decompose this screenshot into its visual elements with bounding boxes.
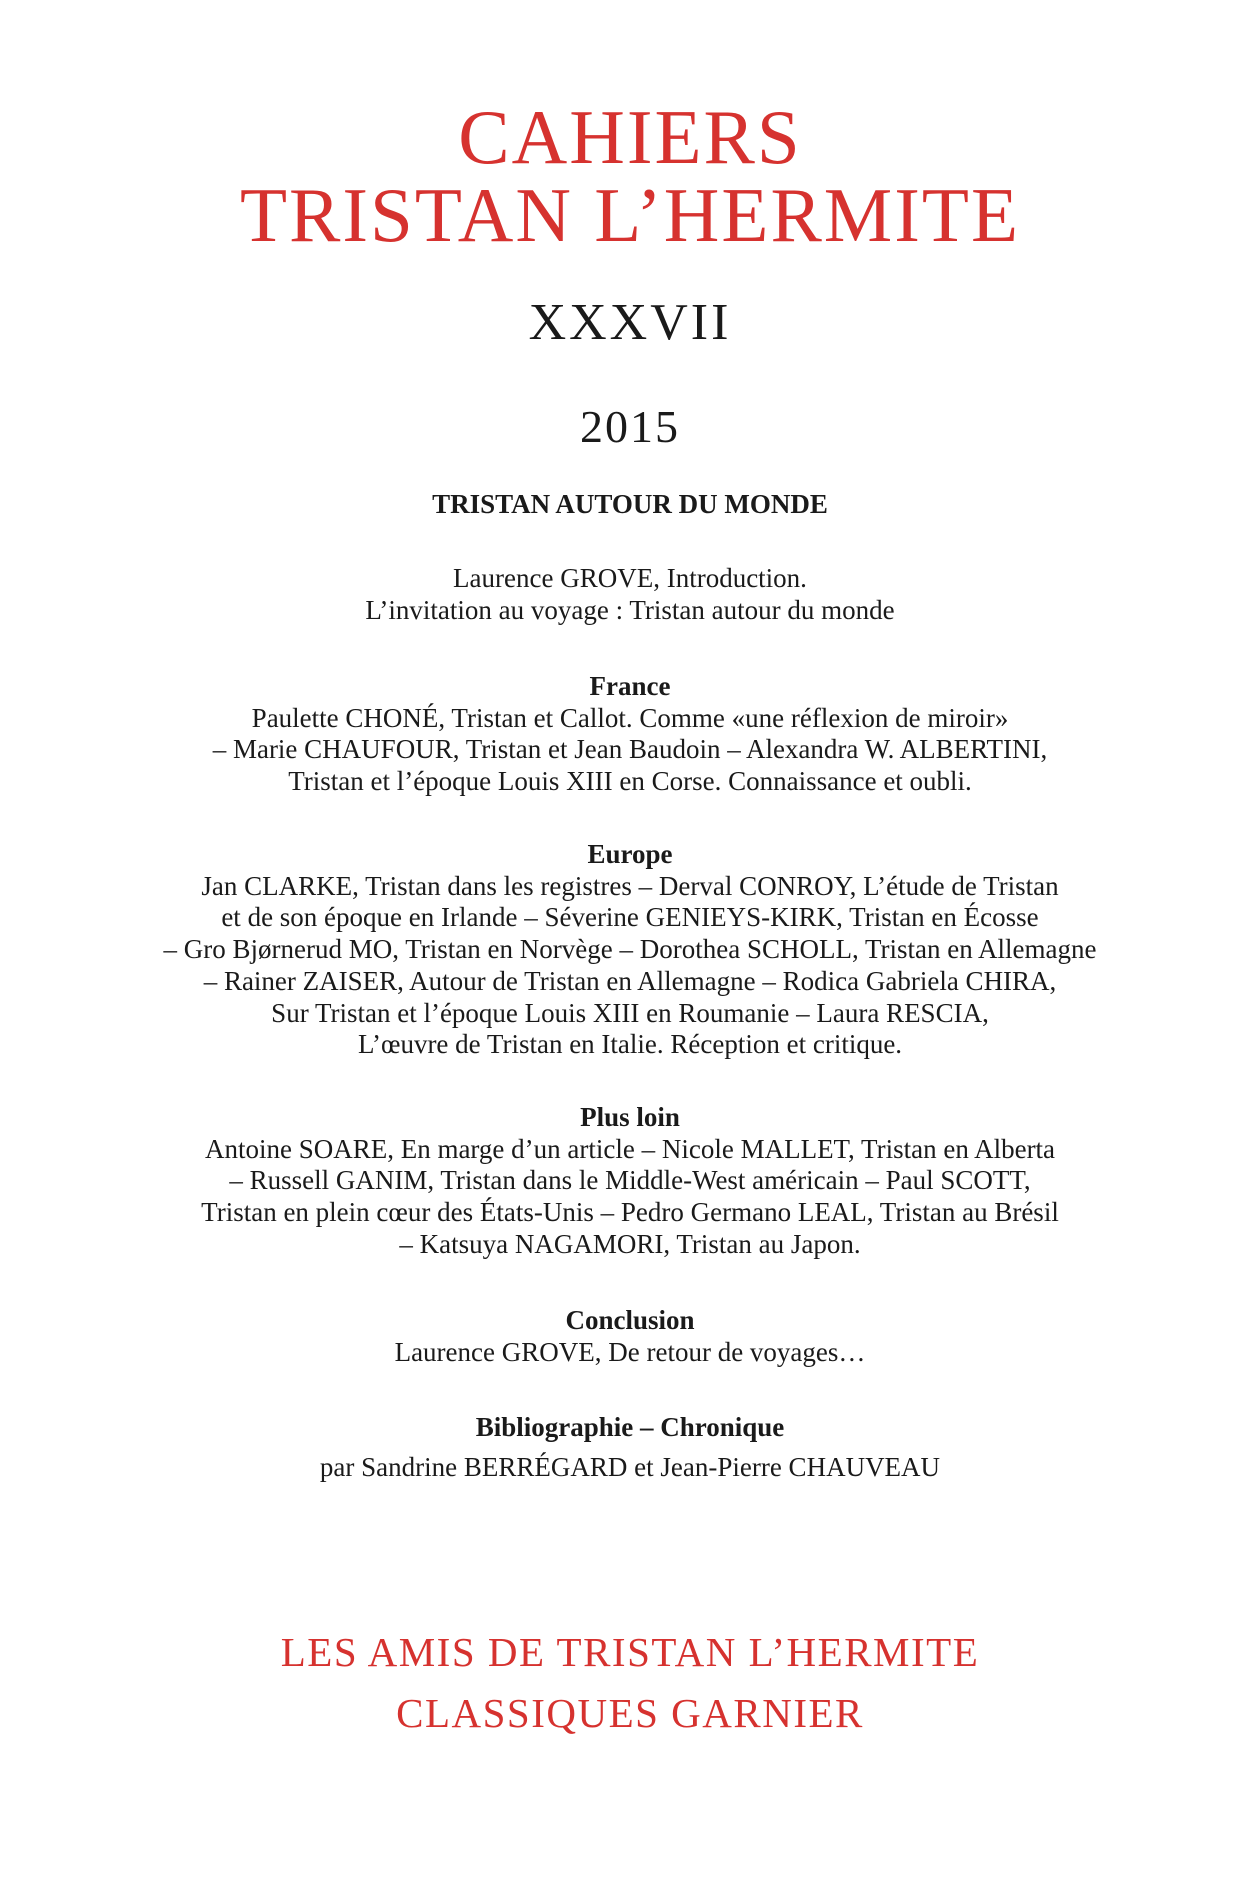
contents-line: Antoine SOARE, En marge d’un article – Nicole MALLET, Tristan en Alberta — [204, 1133, 1056, 1164]
contents-line: – Gro Bjørnerud MO, Tristan en Norvège – Dorothea SCHOLL, Tristan en Allemagne — [163, 934, 1097, 965]
volume-number: XXXVII — [528, 294, 732, 351]
publisher-line-2: CLASSIQUES GARNIER — [396, 1690, 864, 1736]
contents-line: L’œuvre de Tristan en Italie. Réception et critique. — [357, 1029, 903, 1060]
section-europe — [0, 839, 1260, 1061]
contents-line: Laurence GROVE, De retour de voyages… — [394, 1336, 866, 1367]
contents-line: par Sandrine BERRÉGARD et Jean-Pierre CHAUVEAU — [319, 1451, 941, 1482]
section-france — [0, 671, 1260, 798]
contents-line: – Marie CHAUFOUR, Tristan et Jean Baudoin – Alexandra W. ALBERTINI, — [212, 734, 1048, 765]
section-bibliographie — [0, 1412, 1260, 1483]
intro-line: L’invitation au voyage : Tristan autour du monde — [365, 595, 895, 625]
intro-line: Laurence GROVE, Introduction. — [453, 563, 807, 593]
section-heading: Plus loin — [580, 1102, 680, 1132]
contents-line: et de son époque en Irlande – Séverine GENIEYS-KIRK, Tristan en Écosse — [221, 902, 1039, 933]
contents-line: – Katsuya NAGAMORI, Tristan au Japon. — [399, 1228, 861, 1259]
journal-title — [0, 94, 1260, 258]
issue-theme: TRISTAN AUTOUR DU MONDE — [432, 489, 828, 519]
section-heading: France — [589, 671, 671, 701]
publisher-line-1: LES AMIS DE TRISTAN L’HERMITE — [280, 1629, 980, 1675]
journal-title-line-1: CAHIERS — [458, 94, 802, 180]
section-heading: Conclusion — [565, 1305, 695, 1335]
contents-line: – Russell GANIM, Tristan dans le Middle-West américain – Paul SCOTT, — [229, 1165, 1031, 1196]
contents-line: Tristan et l’époque Louis XIII en Corse. Connaissance et oubli. — [288, 766, 972, 797]
publisher-block — [0, 1622, 1260, 1744]
introduction-entry — [0, 562, 1260, 626]
contents-line: Jan CLARKE, Tristan dans les registres – Derval CONROY, L’étude de Tristan — [201, 870, 1059, 901]
contents-line: Paulette CHONÉ, Tristan et Callot. Comme «une réflexion de miroir» — [251, 702, 1009, 733]
section-conclusion — [0, 1305, 1260, 1368]
journal-title-line-2: TRISTAN L’HERMITE — [240, 172, 1020, 258]
contents-line: Sur Tristan et l’époque Louis XIII en Roumanie – Laura RESCIA, — [271, 997, 989, 1028]
contents-line: – Rainer ZAISER, Autour de Tristan en Allemagne – Rodica Gabriela CHIRA, — [203, 965, 1057, 996]
contents-line: Tristan en plein cœur des États-Unis – Pedro Germano LEAL, Tristan au Brésil — [201, 1197, 1059, 1228]
section-heading: Europe — [587, 839, 673, 869]
publication-year: 2015 — [580, 401, 680, 452]
section-plus-loin — [0, 1102, 1260, 1261]
section-heading: Bibliographie – Chronique — [475, 1412, 785, 1442]
